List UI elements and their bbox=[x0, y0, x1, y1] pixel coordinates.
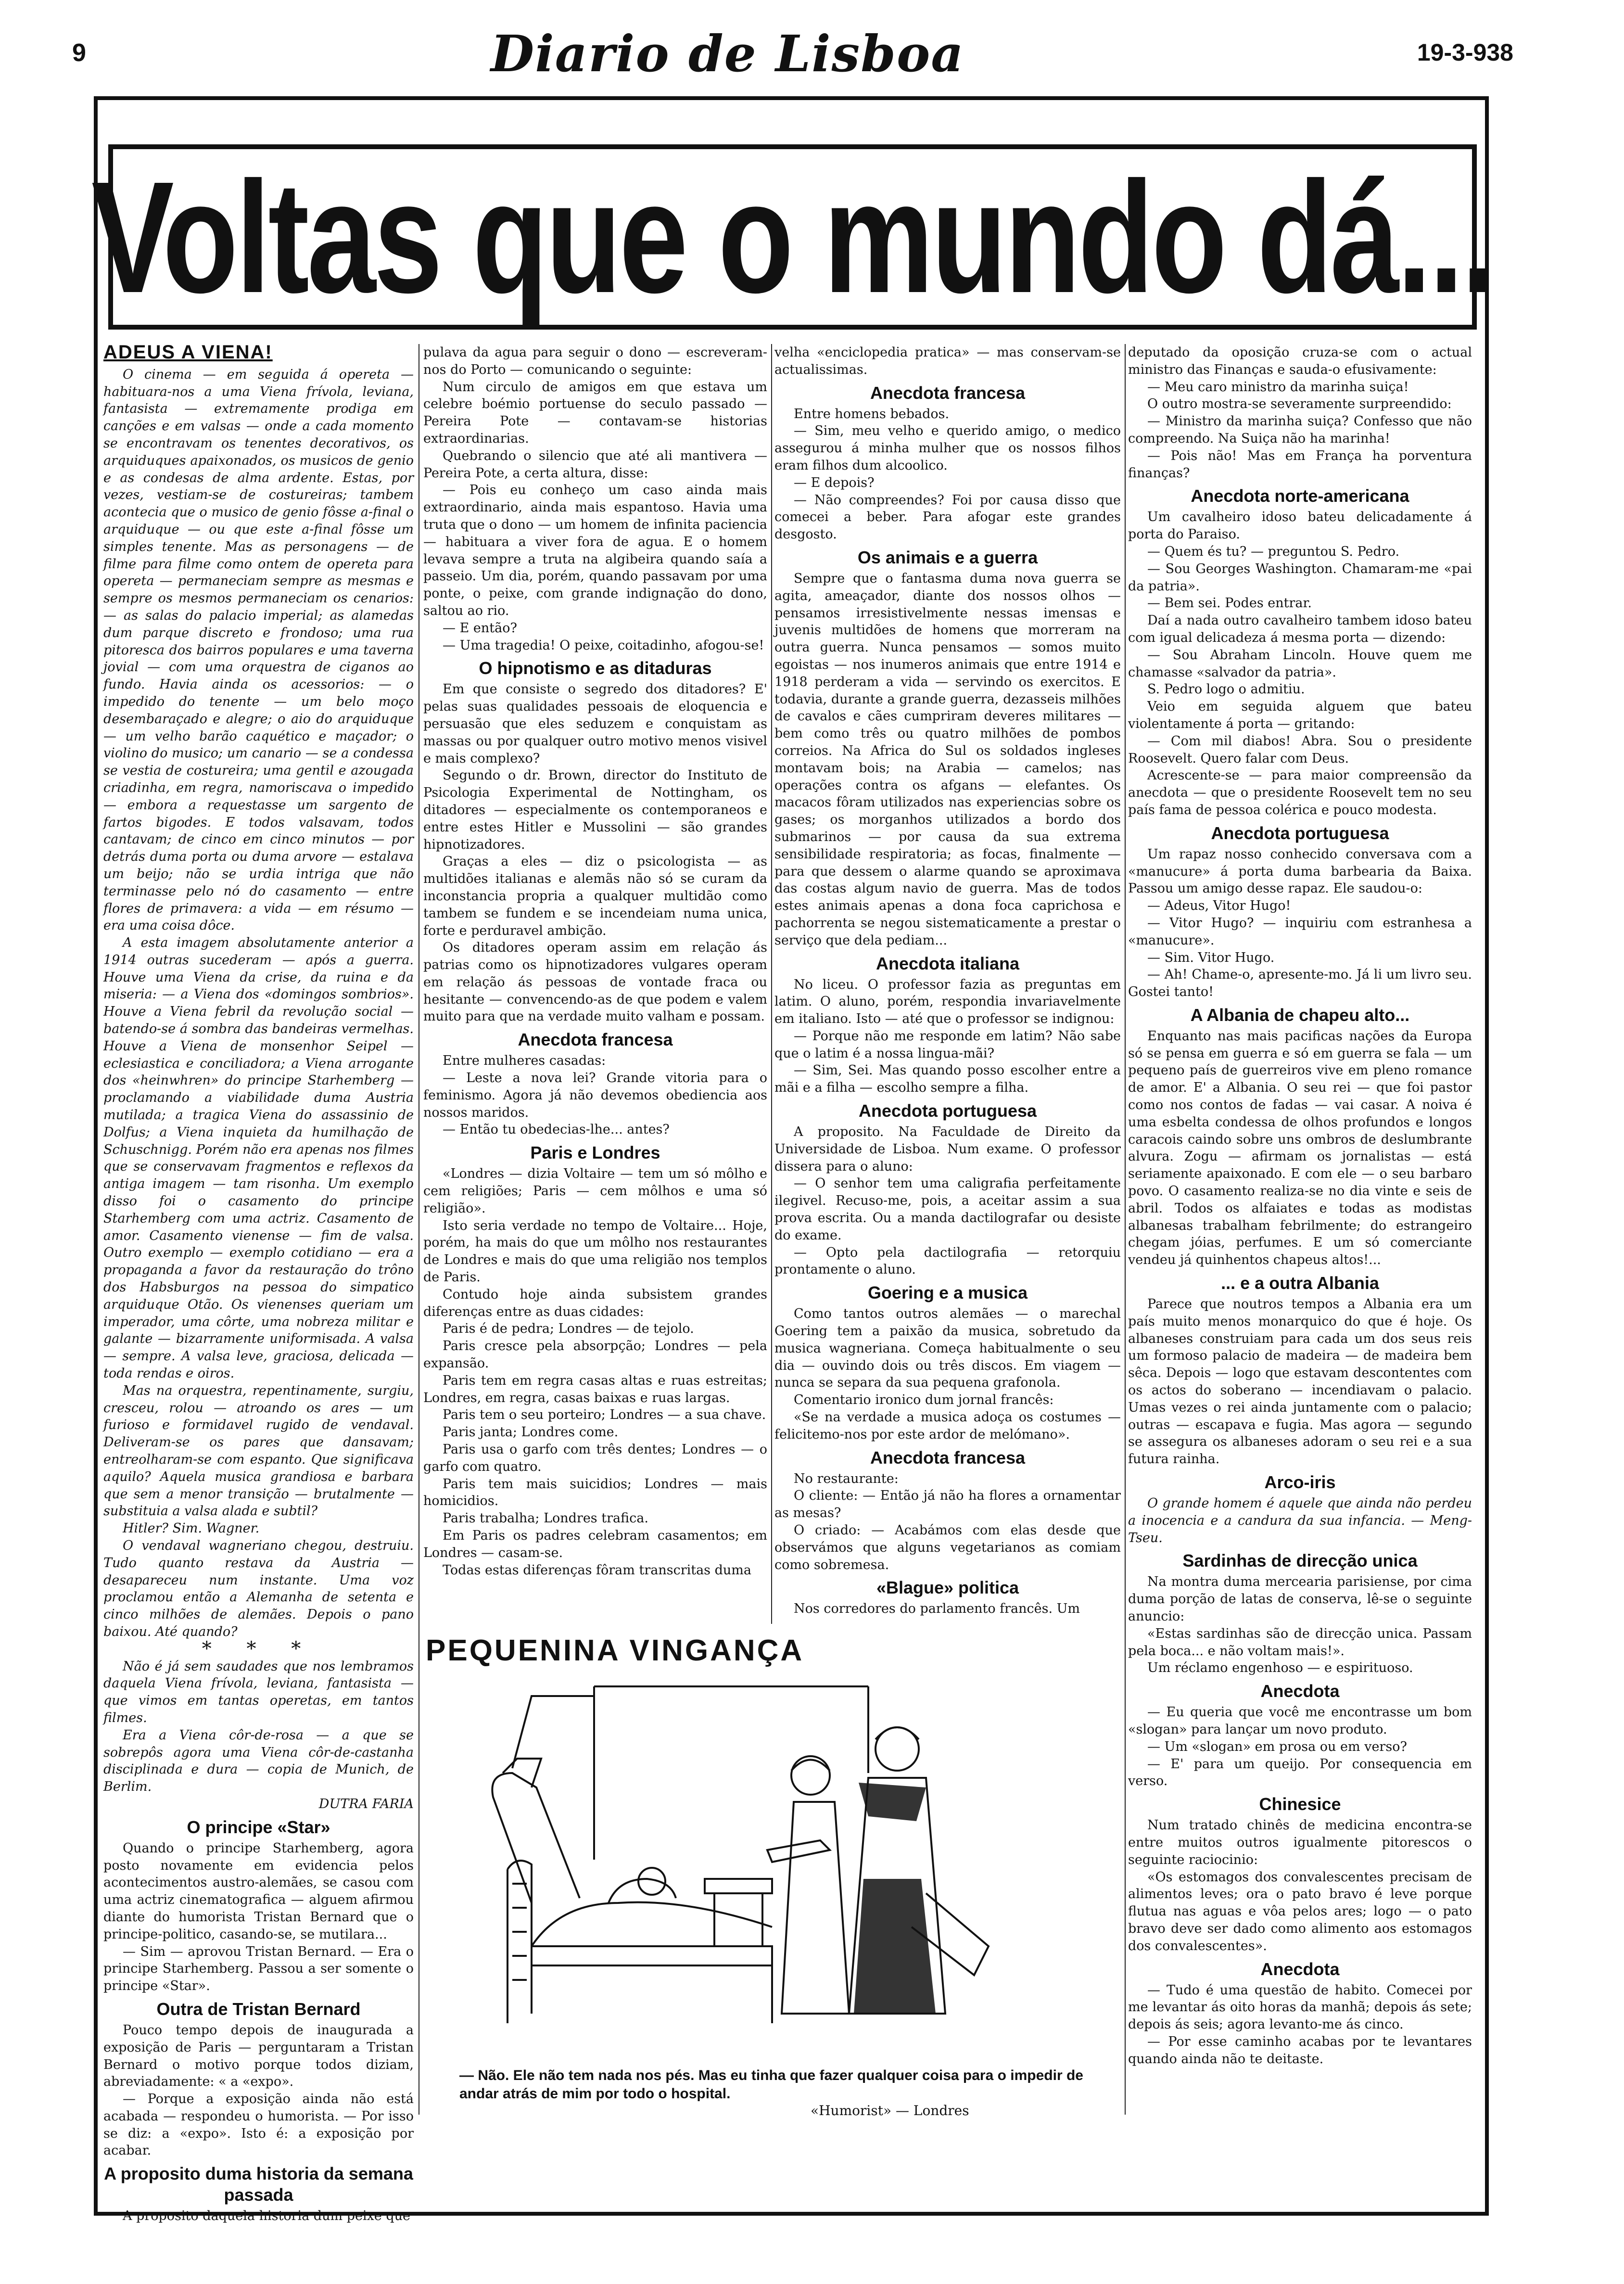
section-heading: Anecdota italiana bbox=[875, 953, 1020, 973]
paragraph: — E' para um queijo. Por consequencia em verso. bbox=[1128, 1756, 1472, 1789]
paragraph: A proposito daquela historia dum peixe que bbox=[123, 2208, 410, 2224]
paragraph: Mas na orquestra, repentinamente, surgiu, cresceu, rolou — atroando os ares — um furioso e formidavel rugido de vendaval. Deliveram-se os pares que dansavam; entreolharam-se com espanto. Que significava aquilo? Aquela musica grandiosa e barbara que sem a menor transição — brutalmente — substituia a valsa alada e subtil? bbox=[103, 1383, 414, 1519]
section-heading: O hipnotismo e as ditaduras bbox=[479, 658, 712, 678]
paragraph: Como tantos outros alemães — o marechal Goering tem a paixão da musica, sobretudo da musica wagneriana. Começa habitualmente o seu dia — ouvindo dois ou três discos. Em viagem — nunca se separa da sua pequena grafonola. bbox=[774, 1306, 1121, 1391]
paragraph: — Tudo é uma questão de habito. Comecei por me levantar ás oito horas da manhã; depois ás sete; depois ás seis; agora levanto-me ás cinco. bbox=[1128, 1982, 1472, 2032]
paragraph: Um rapaz nosso conhecido conversava com a «manucure» á porta duma barbearia da Baixa. Passou um amigo desse rapaz. Ele saudou-o: bbox=[1128, 846, 1472, 896]
section-heading: A Albania de chapeu alto... bbox=[1190, 1005, 1410, 1025]
paragraph: Paris é de pedra; Londres — de tejolo. bbox=[443, 1321, 694, 1337]
column-3 bbox=[774, 344, 1121, 1624]
paragraph: Era a Viena côr-de-rosa — a que se sobrepôs agora uma Viena côr-de-castanha disciplinada e dura — copia de Munich, de Berlim. bbox=[103, 1727, 414, 1795]
paragraph: — Ah! Chame-o, apresente-mo. Já li um livro seu. Gostei tanto! bbox=[1128, 967, 1472, 1000]
paragraph: pulava da agua para seguir o dono — escreveram-nos do Porto — comunicando o seguinte: bbox=[423, 345, 767, 377]
paragraph: — Sou Abraham Lincoln. Houve quem me chamasse «salvador da patria». bbox=[1128, 647, 1472, 680]
paragraph: O outro mostra-se severamente surpreendido: bbox=[1147, 396, 1452, 412]
paragraph: Entre homens bebados. bbox=[794, 406, 950, 421]
paragraph: Comentario ironico dum jornal francês: bbox=[794, 1392, 1054, 1408]
section-divider: * * * bbox=[202, 1637, 316, 1660]
paragraph: — Então tu obedecias-lhe... antes? bbox=[443, 1122, 670, 1137]
author-signature: DUTRA FARIA bbox=[318, 1796, 414, 1812]
paragraph: Isto seria verdade no tempo de Voltaire... Hoje, porém, ha mais do que um môlho nos restaurantes de Londres e mais do que uma religião nos templos de Paris. bbox=[423, 1218, 767, 1285]
paragraph: S. Pedro logo o admitiu. bbox=[1147, 682, 1305, 697]
paragraph: Num circulo de amigos em que estava um celebre boémio portuense do seculo passado — Pereira Pote — contavam-se historias extraordinarias. bbox=[423, 379, 767, 446]
paragraph: Quebrando o silencio que até ali mantivera — Pereira Pote, a certa altura, disse: bbox=[423, 448, 767, 481]
paragraph: velha «enciclopedia pratica» — mas conservam-se actualissimas. bbox=[774, 345, 1121, 377]
paragraph: — O senhor tem uma caligrafia perfeitamente ilegivel. Recuso-me, pois, a aceitar assim a sua prova escrita. Ou a manda dactilografar ou desiste do exame. bbox=[774, 1176, 1121, 1243]
paragraph: A esta imagem absolutamente anterior a 1914 outras sucederam — após a guerra. Houve uma Viena da crise, da ruina e da miseria: — a Viena dos «domingos sombrios». Houve a Viena febril da revolução social — batendo-se á sombra das bandeiras vermelhas. Houve a Viena de monsenhor Seipel — eclesiastica e conciliadora; a Viena arrogante dos «heinwhren» do principe Starhemberg — proclamando a viabilidade duma Austria mutilada; a tragica Viena do assassinio de Dolfus; a Viena inquieta da humilhação de Schuschnigg. Porém não era apenas nos filmes que se conservavam fragmentos e reflexos da antiga imagem — tam risonha. Um exemplo disso foi o casamento do principe Starhemberg com uma actriz. Casamento de amor. Casamento vienense — fim de valsa. Outro exemplo — exemplo cotidiano — era a propaganda a favor da restauração do trôno dos Habsburgos na pessoa do simpatico arquiduque Otão. Os vienenses queriam um imperador, uma côrte, uma nobreza militar e galante — bizarramente uniformisada. A valsa — sempre. A valsa leve, graciosa, delicada — toda rendas e oiros. bbox=[103, 935, 414, 1381]
section-heading: A proposito duma historia da semana passada bbox=[104, 2164, 413, 2205]
paragraph: Não é já sem saudades que nos lembramos daquela Viena frívola, leviana, fantasista — que vimos em tantas operetas, em tantos filmes. bbox=[103, 1659, 414, 1725]
paragraph: Num tratado chinês de medicina encontra-se entre muitos outros igualmente pitorescos o seguinte raciocinio: bbox=[1128, 1818, 1472, 1867]
paragraph: Paris tem em regra casas altas e ruas estreitas; Londres, em regra, casas baixas e ruas largas. bbox=[423, 1373, 767, 1405]
headline-box bbox=[91, 144, 1494, 330]
paragraph: — Um «slogan» em prosa ou em verso? bbox=[1147, 1739, 1407, 1754]
column-rule bbox=[771, 344, 772, 1624]
paragraph: — E depois? bbox=[794, 475, 875, 490]
page-headline: Voltas que o mundo dá... bbox=[91, 148, 1494, 326]
paragraph: — Sim, Sei. Mas quando posso escolher entre a mãi e a filha — escolho sempre a filha. bbox=[774, 1063, 1121, 1096]
paragraph: «Se na verdade a musica adoça os costumes — felicitemo-nos por este ardor de melómano». bbox=[774, 1410, 1121, 1442]
section-heading: O principe «Star» bbox=[187, 1817, 330, 1837]
paragraph: Paris trabalha; Londres trafica. bbox=[443, 1511, 648, 1526]
section-heading: Anecdota francesa bbox=[518, 1030, 673, 1050]
cartoon-credit: «Humorist» — Londres bbox=[811, 2103, 969, 2118]
column-4 bbox=[1128, 344, 1472, 2115]
section-heading: Anecdota francesa bbox=[870, 383, 1026, 403]
paragraph: Enquanto nas mais pacificas nações da Europa só se pensa em guerra e só em guerra se fala — um pequeno país de guerreiros vive em pleno romance de amor. E' a Albania. O seu rei — que foi pastor como nos contos de fadas — vai casar. A noiva é uma esbelta condessa de olhos profundos e longos caracois caindo sobre uns ombros de deslumbrante alvura. Zogu — afirmam os jornalistas — está seriamente apaixonado. E com ele — o seu barbaro povo. O casamento realiza-se no dia vinte e seis de abril. Todos os alfaiates e todas as modistas albanesas trabalham febrilmente; do estrangeiro chegam jóias, perfumes. E um só comerciante vendeu já quinhentos chapeus altos!... bbox=[1128, 1028, 1472, 1268]
paragraph: Em Paris os padres celebram casamentos; em Londres — casam-se. bbox=[423, 1528, 767, 1560]
paragraph: «Londres — dizia Voltaire — tem um só môlho e cem religiões; Paris — cem môlhos e uma só religião». bbox=[423, 1166, 767, 1216]
paragraph: — Pois não! Mas em França ha porventura finanças? bbox=[1128, 448, 1472, 481]
paragraph: — Com mil diabos! Abra. Sou o presidente Roosevelt. Quero falar com Deus. bbox=[1128, 733, 1472, 766]
paragraph: — Leste a nova lei? Grande vitoria para o feminismo. Agora já não devemos obediencia aos nossos maridos. bbox=[423, 1071, 767, 1120]
paragraph: — Sim, meu velho e querido amigo, o medico assegurou á minha mulher que os nossos filhos eram filhos dum alcoolico. bbox=[774, 423, 1121, 473]
paragraph: Graças a eles — diz o psicologista — as multidões italianas e alemãs não só se curam da inconstancia propria a qualquer multidão como tambem se fundem e se incendeiam numa unica, forte e perduravel ambição. bbox=[423, 854, 767, 938]
paragraph: Paris tem o seu porteiro; Londres — a sua chave. bbox=[443, 1407, 766, 1423]
section-heading: Sardinhas de direcção unica bbox=[1182, 1551, 1418, 1571]
newspaper-title: Diario de Lisboa bbox=[491, 24, 964, 83]
paragraph: Acrescente-se — para maior compreensão da anecdota — que o presidente Roosevelt tem no seu país fama de pessoa colérica e pouco modesta. bbox=[1128, 768, 1472, 817]
paragraph: No liceu. O professor fazia as preguntas em latim. O aluno, porém, respondia invariavelmente em italiano. Isto — até que o professor se indignou: bbox=[774, 977, 1121, 1027]
paragraph: Sempre que o fantasma duma nova guerra se agita, ameaçador, diante dos nossos olhos — pensamos irresistivelmente nessas imensas e juvenis multidões de homens que morreram na outra guerra. Nunca pensamos — somos muito egoistas — nos inumeros animais que entre 1914 e 1918 perderam a vida — servindo os exercitos. E todavia, durante a grande guerra, dezasseis milhões de cavalos e cães cumpriram deveres militares — bem como três ou quatro milhões de pombos correios. Na Africa do Sul os soldados ingleses montavam bois; na Arabia — camelos; nas operações contra os afgans — elefantes. Os macacos fôram utilizados nas experiencias sobre os gases; os morganhos utilizados a bordo dos submarinos — por causa da sua extrema sensibilidade respiratoria; as focas, finalmente — para que dessem o alarme quando se aproximava das costas algum navio de guerra. Mas de todos estes animais apenas a dona foca caprichosa e pachorrenta se negou sistematicamente a prestar o serviço que dela pediam... bbox=[774, 571, 1121, 948]
paragraph: Entre mulheres casadas: bbox=[443, 1053, 606, 1069]
section-heading: Chinesice bbox=[1259, 1794, 1341, 1814]
paragraph: O grande homem é aquele que ainda não perdeu a inocencia e a candura da sua infancia. — Meng-Tseu. bbox=[1128, 1496, 1472, 1545]
paragraph: Paris usa o garfo com três dentes; Londres — o garfo com quatro. bbox=[423, 1442, 767, 1474]
page-number: 9 bbox=[72, 39, 86, 67]
paragraph: Daí a nada outro cavalheiro tambem idoso bateu com igual delicadeza á mesma porta — dizendo: bbox=[1128, 613, 1472, 645]
paragraph: — Porque não me responde em latim? Não sabe que o latim é a nossa lingua-mãi? bbox=[774, 1028, 1121, 1061]
paragraph: — Meu caro ministro da marinha suiça! bbox=[1147, 379, 1409, 395]
paragraph: Um cavalheiro idoso bateu delicadamente á porta do Paraiso. bbox=[1128, 510, 1472, 542]
section-heading: ... e a outra Albania bbox=[1221, 1273, 1379, 1293]
paragraph: — Sim — aprovou Tristan Bernard. — Era o principe Starhemberg. Passou a ser somente o principe «Star». bbox=[103, 1944, 414, 1994]
paragraph: Em que consiste o segredo dos ditadores? E' pelas suas qualidades pessoais de eloquencia e persuasão que eles seduzem e conquistam as massas ou por qualquer outro motivo menos visivel e mais complexo? bbox=[423, 682, 767, 766]
cartoon-caption: — Não. Ele não tem nada nos pés. Mas eu tinha que fazer qualquer coisa para o impedir de andar atrás de mim por todo o hospital. bbox=[459, 2067, 1083, 2102]
paragraph: Nos corredores do parlamento francês. Um bbox=[794, 1601, 1080, 1617]
paragraph: Um réclamo engenhoso — e espirituoso. bbox=[1147, 1660, 1413, 1676]
paragraph: — Vitor Hugo? — inquiriu com estranhesa a «manucure». bbox=[1128, 915, 1472, 948]
paragraph: O cinema — em seguida á opereta — habituara-nos a uma Viena frívola, leviana, fantasista — extremamente prodiga em canções e em valsas — onde a cada momento se encontravam os tenentes decorativos, os arquiduques apaixonados, os musicos de genio e as condesas de alma ardente. Estas, por vezes, vestiam-se de costureiras; tambem acontecia que o musico de genio fôsse a-final o arquiduque — ou que este a-final fôsse um simples tenente. Mas as personagens — de filme para filme como ontem de opereta para opereta — permaneciam sempre as mesmas e sempre os mesmos permaneciam os cenarios: — as salas do palacio imperial; as alamedas dum parque discreto e frondoso; uma rua pitoresca dos bairros populares e uma taverna jovial — com uma orquestra de ciganos ao fundo. Havia ainda os acessorios: — o impedido do tenente — um belo moço desembaraçado e alegre; o aio do arquiduque — um velho barão caquético e maçador; o violino do musico; um canario — se a condessa se vestia de costureira; uma gentil e azougada criadinha, em regra, namoriscava o impedido — embora a requestasse um sargento de fartos bigodes. E todos valsavam, todos cantavam; de cinco em cinco minutos — por detrás duma porta ou duma arvore — estalava um beijo; não se urdia intriga que não terminasse pelo nó do casamento — entre flores de primavera: a vida — em résumo — era uma coisa dôce. bbox=[103, 367, 414, 933]
paragraph: Quando o principe Starhemberg, agora posto novamente em evidencia pelos acontecimentos austro-alemães, se casou com uma actriz cinematografica — alguem afirmou diante do humorista Tristan Bernard que o principe-politico, casando-se, se mutilara... bbox=[103, 1840, 414, 1942]
paragraph: O cliente: — Então já não ha flores a ornamentar as mesas? bbox=[774, 1488, 1121, 1521]
paragraph: Veio em seguida alguem que bateu violentamente á porta — gritando: bbox=[1128, 699, 1472, 731]
paragraph: — Quem és tu? — preguntou S. Pedro. bbox=[1147, 544, 1400, 559]
paragraph: — Ministro da marinha suiça? Confesso que não compreendo. Na Suiça não ha marinha! bbox=[1128, 414, 1472, 446]
paragraph: — Adeus, Vitor Hugo! bbox=[1147, 898, 1291, 914]
paragraph: Paris tem mais suicidios; Londres — mais homicidios. bbox=[423, 1476, 767, 1509]
paragraph: Paris janta; Londres come. bbox=[443, 1425, 619, 1440]
paragraph: — Bem sei. Podes entrar. bbox=[1147, 596, 1312, 611]
paragraph: — Eu queria que você me encontrasse um bom «slogan» para lançar um novo produto. bbox=[1128, 1705, 1472, 1737]
paragraph: — Porque a exposição ainda não está acabada — respondeu o humorista. — Por isso se diz: a «expo». Isto é: a exposição por acabar. bbox=[103, 2092, 414, 2158]
section-heading: Anecdota portuguesa bbox=[1211, 823, 1389, 843]
paragraph: «Estas sardinhas são de direcção unica. Passam pela boca... e não voltam mais!». bbox=[1128, 1626, 1472, 1659]
section-heading: Anecdota francesa bbox=[870, 1447, 1026, 1467]
section-heading: Goering e a musica bbox=[867, 1283, 1028, 1303]
paragraph: — Sou Georges Washington. Chamaram-me «pai da patria». bbox=[1128, 561, 1472, 594]
paragraph: — Por esse caminho acabas por te levantares quando ainda não te deitaste. bbox=[1128, 2034, 1472, 2067]
section-heading: Anecdota bbox=[1260, 1681, 1340, 1701]
section-heading: Anecdota norte-americana bbox=[1191, 486, 1409, 506]
paragraph: — Não compreendes? Foi por causa disso que comecei a beber. Para afogar este grandes desgosto. bbox=[774, 492, 1121, 542]
paragraph: Parece que noutros tempos a Albania era um país muito menos monarquico do que é hoje. Os albaneses construiam para cada um dos seus reis um formoso palacio de madeira — de madeira bem sêca. Depois — logo que estavam descontentes com os actos do soberano — incendiavam o palacio. Umas vezes o rei ainda juntamente com o palacio; outras — escapava e fugia. Mas agora — segundo se assegura os albaneses adoram o seu rei e a sua futura rainha. bbox=[1128, 1297, 1472, 1467]
column-1 bbox=[103, 342, 414, 2224]
section-heading: Paris e Londres bbox=[530, 1143, 660, 1163]
section-heading: Anecdota portuguesa bbox=[858, 1101, 1037, 1121]
paragraph: No restaurante: bbox=[794, 1471, 899, 1486]
cartoon-title: PEQUENINA VINGANÇA bbox=[426, 1634, 804, 1667]
paragraph: Pouco tempo depois de inaugurada a exposição de Paris — perguntaram a Tristan Bernard o motivo porque todos diziam, abreviadamente: « a «expo». bbox=[103, 2022, 414, 2090]
article-title: ADEUS A VIENA! bbox=[103, 342, 273, 363]
paragraph: Todas estas diferenças fôram transcritas duma bbox=[443, 1562, 751, 1578]
paragraph: Na montra duma mercearia parisiense, por cima duma porção de latas de conserva, lê-se o seguinte anuncio: bbox=[1128, 1574, 1472, 1624]
paragraph: Segundo o dr. Brown, director do Instituto de Psicologia Experimental de Nottingham, os ditadores — especialmente os contemporaneos e entre estes Hitler e Mussolini — são grandes hipnotizadores. bbox=[423, 768, 767, 852]
paragraph: Contudo hoje ainda subsistem grandes diferenças entre as duas cidades: bbox=[423, 1287, 767, 1319]
section-heading: Anecdota bbox=[1260, 1959, 1340, 1979]
paragraph: — E então? bbox=[443, 620, 517, 636]
paragraph: O criado: — Acabámos com elas desde que observámos que alguns vegetarianos as comiam como sobremesa. bbox=[774, 1523, 1121, 1572]
paragraph: — Sim. Vitor Hugo. bbox=[1147, 950, 1275, 965]
column-rule bbox=[1125, 344, 1126, 2115]
cartoon bbox=[426, 1633, 1121, 2119]
paragraph: — Opto pela dactilografia — retorquiu prontamente o aluno. bbox=[774, 1245, 1121, 1277]
paragraph: Os ditadores operam assim em relação ás patrias como os hipnotizadores vulgares operam em relação ás pessoas de vontade fraca ou hesitante — convencendo-as de que podem e valem muito para que na verdade muito valham e possam. bbox=[423, 940, 767, 1024]
section-heading: «Blague» politica bbox=[876, 1578, 1019, 1598]
section-heading: Os animais e a guerra bbox=[857, 547, 1038, 567]
masthead bbox=[0, 0, 1624, 91]
paragraph: O vendaval wagneriano chegou, destruiu. Tudo quanto restava da Austria — desapareceu num instante. Uma voz proclamou então a Alemanha de setenta e cinco milhões de alemães. Depois o pano baixou. Até quando? bbox=[103, 1538, 414, 1639]
paragraph: «Os estomagos dos convalescentes precisam de alimentos leves; ora o pato bravo é leve porque flutua nas aguas e vôa pelos ares; logo — o pato bravo deve ser dado como alimento aos estomagos dos convalescentes». bbox=[1128, 1869, 1472, 1953]
cartoon-illustration bbox=[435, 1677, 1109, 2062]
paragraph: Paris cresce pela absorpção; Londres — pela expansão. bbox=[423, 1339, 767, 1371]
section-heading: Outra de Tristan Bernard bbox=[156, 1999, 361, 2019]
paragraph: — Pois eu conheço um caso ainda mais extraordinario, ainda mais espantoso. Havia uma truta que o dono — um homem de infinita paciencia — habituara a viver fora de agua. E o homem levava sempre a truta na algibeira quando saía a passeio. Um dia, porém, quando passavam por uma ponte, o peixe, com grande indignação do dono, saltou ao rio. bbox=[423, 483, 767, 618]
paragraph: A proposito. Na Faculdade de Direito da Universidade de Lisboa. Num exame. O professor dissera para o aluno: bbox=[774, 1124, 1121, 1174]
column-2 bbox=[423, 344, 767, 1624]
issue-date: 19-3-938 bbox=[1417, 39, 1513, 66]
paragraph: Hitler? Sim. Wagner. bbox=[123, 1521, 260, 1536]
section-heading: Arco-iris bbox=[1264, 1472, 1336, 1493]
paragraph: deputado da oposição cruza-se com o actual ministro das Finanças e sauda-o efusivamente: bbox=[1128, 345, 1472, 377]
paragraph: — Uma tragedia! O peixe, coitadinho, afogou-se! bbox=[443, 638, 764, 653]
